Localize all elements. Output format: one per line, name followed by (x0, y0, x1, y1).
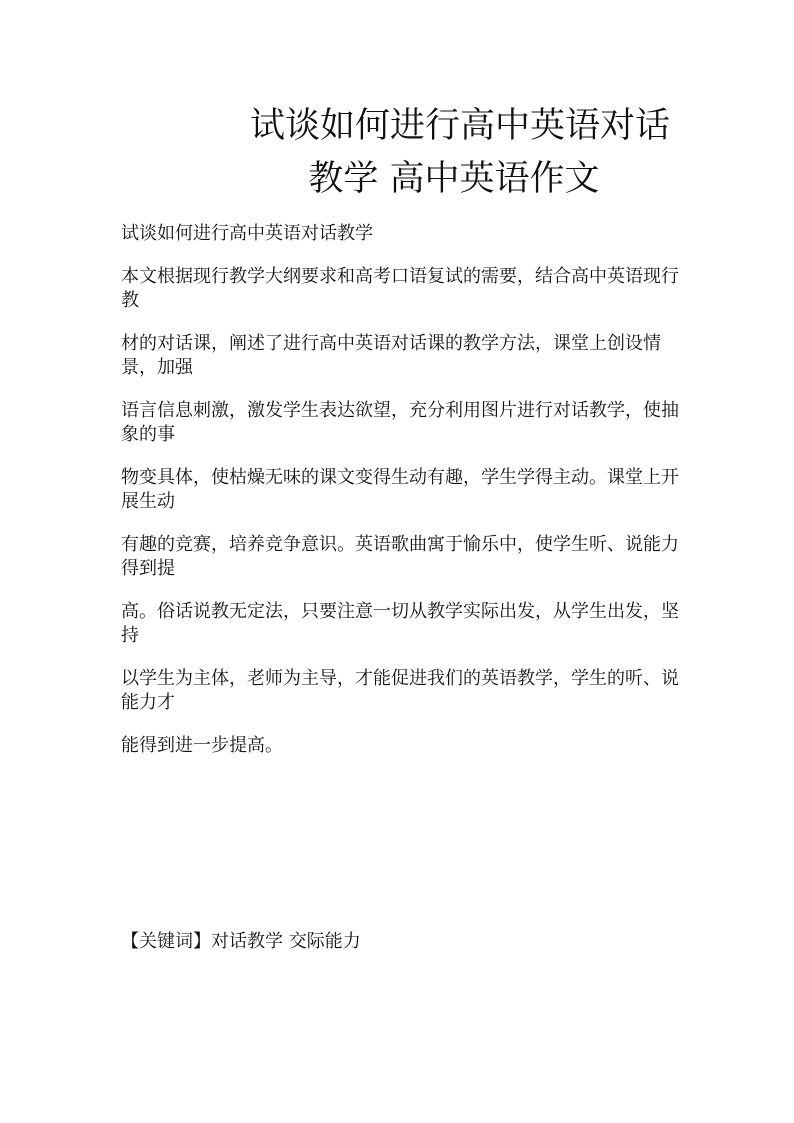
paragraph-4: 物变具体，使枯燥无味的课文变得生动有趣，学生学得主动。课堂上开展生动 (121, 467, 679, 512)
paragraph-5: 有趣的竞赛，培养竞争意识。英语歌曲寓于愉乐中，使学生听、说能力得到提 (121, 534, 679, 579)
subtitle: 试谈如何进行高中英语对话教学 (121, 223, 373, 244)
paragraph-6: 高。俗话说教无定法，只要注意一切从教学实际出发，从学生出发，坚持 (121, 601, 679, 646)
paragraph-2: 材的对话课，阐述了进行高中英语对话课的教学方法，课堂上创设情景，加强 (121, 333, 661, 378)
paragraph-8: 能得到进一步提高。 (121, 735, 283, 756)
keywords-value: 对话教学 交际能力 (211, 931, 361, 952)
document-title (180, 100, 740, 206)
document-body (121, 222, 681, 758)
title-line-2: 教学 高中英语作文 (308, 159, 600, 199)
paragraph-1: 本文根据现行教学大纲要求和高考口语复试的需要，结合高中英语现行教 (121, 266, 679, 311)
title-line-1: 试谈如何进行高中英语对话 (249, 106, 670, 146)
paragraph-3: 语言信息刺激，激发学生表达欲望，充分利用图片进行对话教学，使抽象的事 (121, 400, 679, 445)
keywords-line (121, 930, 361, 954)
paragraph-7: 以学生为主体，老师为主导，才能促进我们的英语教学，学生的听、说能力才 (121, 668, 679, 713)
keywords-label: 【关键词】 (121, 931, 211, 952)
